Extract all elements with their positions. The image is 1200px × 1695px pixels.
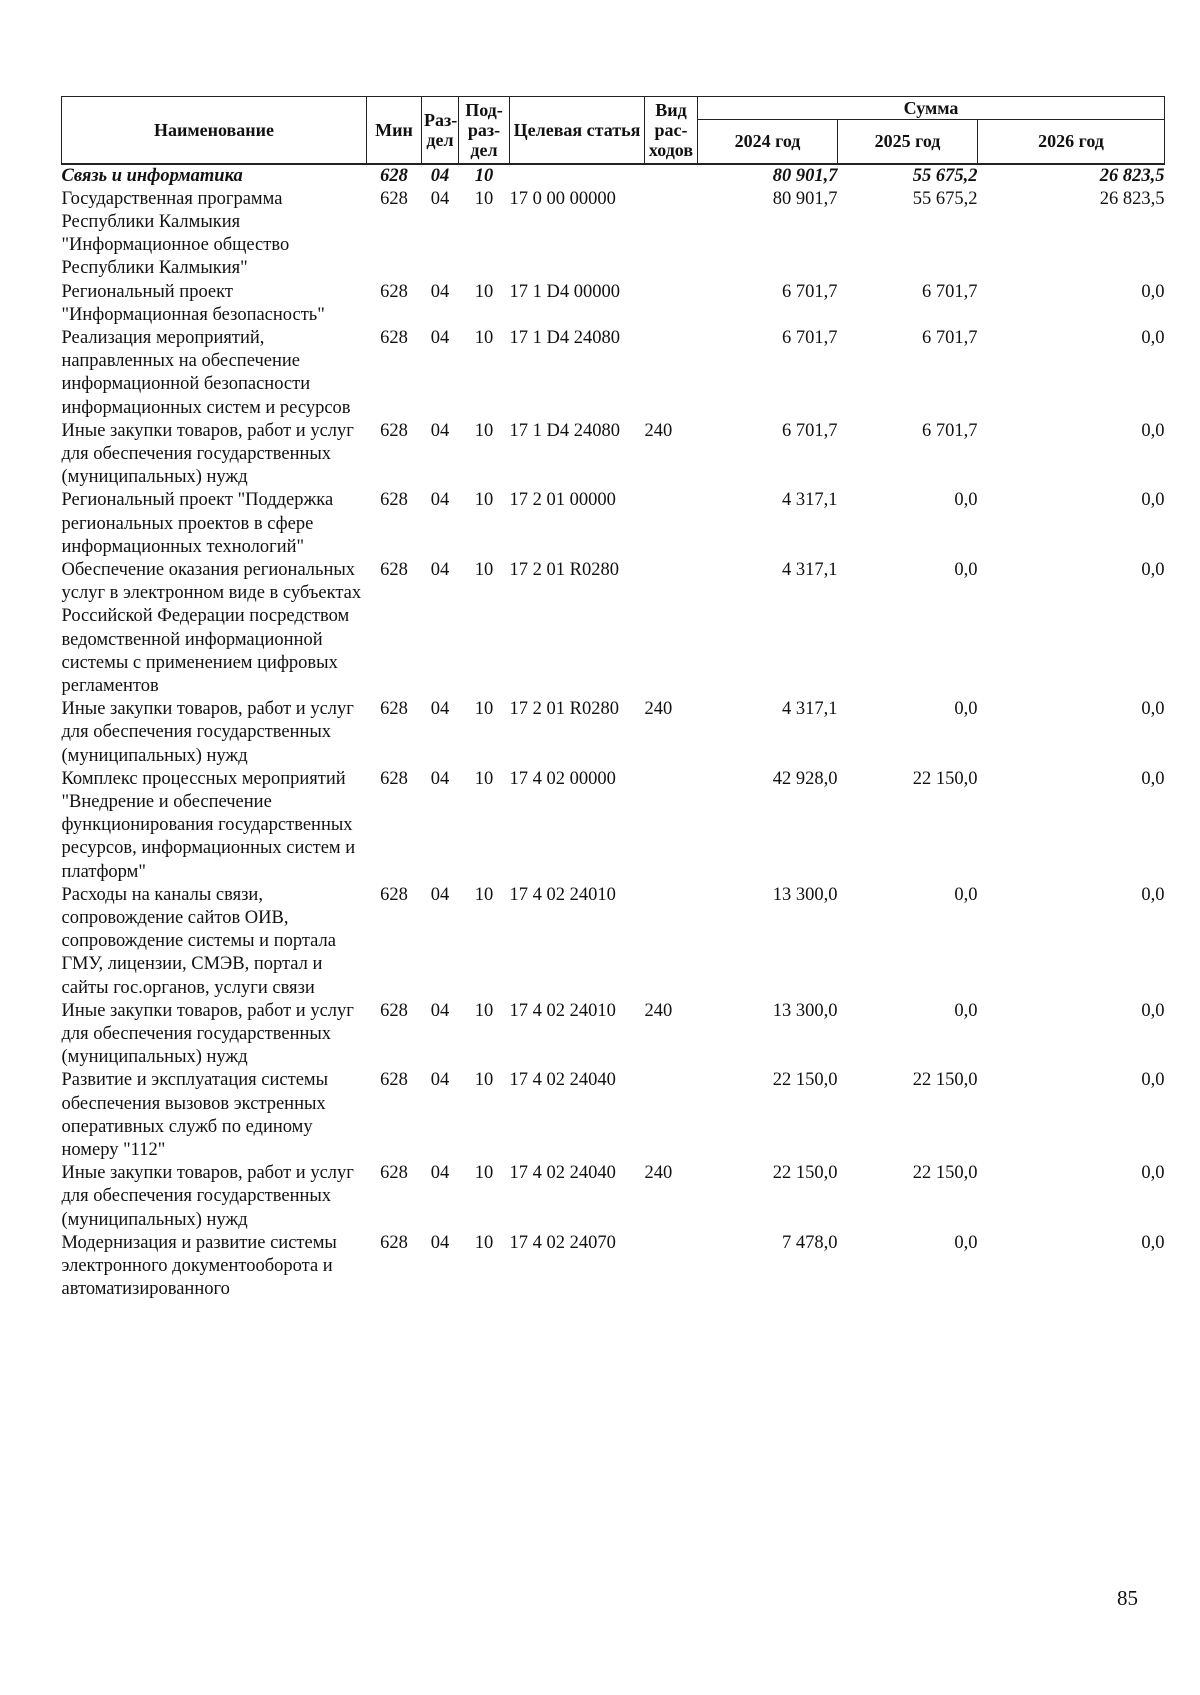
cell-celevaya-statya	[510, 164, 645, 188]
cell-sum-2026: 0,0	[1141, 884, 1165, 905]
cell-sum-2025: 0,0	[954, 699, 978, 720]
header-name: Наименование	[62, 97, 367, 164]
cell-name: Комплекс процессных мероприятий "Внедрение и обеспечение функционирования государственных ресурсов, информационных систем и платформ"	[61, 768, 356, 882]
cell-razdel: 04	[430, 1232, 450, 1253]
cell-sum-2024: 22 150,0	[772, 1163, 838, 1184]
cell-sum-2026: 26 823,5	[1099, 165, 1165, 186]
cell-podrazdel: 10	[474, 699, 494, 720]
cell-podrazdel: 10	[474, 420, 494, 441]
cell-vid-rashodov	[645, 164, 698, 188]
cell-sum-2025: 0,0	[954, 1000, 978, 1021]
cell-sum-2026: 0,0	[1141, 1232, 1165, 1253]
cell-sum-2025: 0,0	[954, 884, 978, 905]
cell-name: Региональный проект "Поддержка региональных проектов в сфере информационных технологий"	[61, 490, 334, 557]
cell-sum-2024: 7 478,0	[782, 1232, 838, 1253]
cell-min: 628	[380, 188, 408, 209]
cell-min: 628	[380, 884, 408, 905]
table-row	[62, 489, 1165, 559]
cell-celevaya-statya: 17 4 02 24040	[509, 1070, 616, 1091]
cell-min: 628	[380, 1163, 408, 1184]
cell-sum-2024: 80 901,7	[772, 188, 838, 209]
cell-min: 628	[380, 165, 408, 186]
table-row	[62, 1162, 1165, 1232]
table-row	[62, 1069, 1165, 1162]
cell-sum-2024: 42 928,0	[772, 768, 838, 789]
cell-celevaya-statya: 17 4 02 24040	[509, 1163, 616, 1184]
table-row-total	[62, 164, 1165, 188]
cell-celevaya-statya: 17 4 02 00000	[509, 768, 616, 789]
cell-podrazdel: 10	[474, 327, 494, 348]
cell-celevaya-statya: 17 2 01 00000	[509, 490, 616, 511]
cell-name: Иные закупки товаров, работ и услуг для обеспечения государственных (муниципальных) нужд	[61, 699, 354, 766]
cell-podrazdel: 10	[474, 768, 494, 789]
table-row	[62, 188, 1165, 281]
budget-table	[61, 96, 1165, 1301]
table-row	[62, 420, 1165, 490]
table-body	[62, 164, 1165, 1302]
cell-name: Иные закупки товаров, работ и услуг для обеспечения государственных (муниципальных) нужд	[61, 1000, 354, 1068]
cell-sum-2025: 6 701,7	[922, 281, 978, 302]
cell-name: Расходы на каналы связи, сопровождение сайтов ОИВ, сопровождение системы и портала ГМУ, лицензии, СМЭВ, портал и сайты гос.органов, услуги связи	[61, 884, 336, 998]
cell-sum-2024: 13 300,0	[772, 1000, 838, 1021]
header-summa: Сумма	[698, 97, 1165, 120]
cell-sum-2026: 0,0	[1141, 1163, 1165, 1184]
cell-celevaya-statya: 17 1 D4 24080	[509, 327, 620, 348]
cell-sum-2024: 4 317,1	[782, 559, 838, 580]
cell-podrazdel: 10	[474, 165, 494, 186]
cell-vid-rashodov: 240	[644, 1000, 673, 1021]
cell-min: 628	[380, 420, 408, 441]
cell-razdel: 04	[430, 1070, 450, 1091]
cell-sum-2025: 22 150,0	[912, 768, 978, 789]
table-row	[62, 768, 1165, 884]
cell-podrazdel: 10	[474, 1232, 494, 1253]
header-min: Мин	[367, 97, 422, 164]
cell-sum-2026: 0,0	[1141, 1070, 1165, 1091]
cell-vid-rashodov	[645, 281, 698, 327]
cell-name: Иные закупки товаров, работ и услуг для обеспечения государственных (муниципальных) нужд	[61, 420, 354, 488]
cell-razdel: 04	[430, 768, 450, 789]
cell-min: 628	[380, 281, 408, 302]
cell-celevaya-statya: 17 1 D4 00000	[509, 281, 620, 302]
cell-sum-2026: 0,0	[1141, 559, 1165, 580]
cell-podrazdel: 10	[474, 490, 494, 511]
cell-razdel: 04	[430, 1000, 450, 1021]
cell-sum-2024: 22 150,0	[772, 1070, 838, 1091]
cell-sum-2026: 0,0	[1141, 281, 1165, 302]
table-row	[62, 559, 1165, 698]
cell-name: Реализация мероприятий, направленных на обеспечение информационной безопасности информационных систем и ресурсов	[61, 327, 351, 418]
cell-sum-2025: 22 150,0	[912, 1070, 978, 1091]
cell-celevaya-statya: 17 1 D4 24080	[509, 420, 620, 441]
cell-celevaya-statya: 17 4 02 24010	[509, 1000, 616, 1021]
cell-sum-2024: 6 701,7	[782, 420, 838, 441]
cell-min: 628	[380, 490, 408, 511]
header-2025: 2025 год	[838, 120, 978, 164]
cell-min: 628	[380, 768, 408, 789]
header-razdel: Раз-дел	[422, 97, 459, 164]
cell-podrazdel: 10	[474, 884, 494, 905]
cell-sum-2025: 6 701,7	[922, 420, 978, 441]
cell-podrazdel: 10	[474, 188, 494, 209]
cell-sum-2026: 26 823,5	[1099, 188, 1165, 209]
cell-celevaya-statya: 17 2 01 R0280	[509, 699, 619, 720]
cell-min: 628	[380, 1000, 408, 1021]
cell-podrazdel: 10	[474, 281, 494, 302]
cell-name: Иные закупки товаров, работ и услуг для обеспечения государственных (муниципальных) нужд	[61, 1163, 354, 1230]
table-row	[62, 1000, 1165, 1070]
cell-sum-2026: 0,0	[1141, 327, 1165, 348]
header-2026: 2026 год	[978, 120, 1165, 164]
header-2024: 2024 год	[698, 120, 838, 164]
cell-name: Развитие и эксплуатация системы обеспечения вызовов экстренных оперативных служб по единому номеру "112"	[61, 1070, 329, 1161]
cell-vid-rashodov	[645, 559, 698, 698]
cell-celevaya-statya: 17 4 02 24070	[509, 1232, 616, 1253]
cell-sum-2026: 0,0	[1141, 699, 1165, 720]
table-row	[62, 884, 1165, 1000]
table-row	[62, 698, 1165, 768]
cell-sum-2026: 0,0	[1141, 420, 1165, 441]
cell-razdel: 04	[430, 1163, 450, 1184]
cell-celevaya-statya: 17 4 02 24010	[509, 884, 616, 905]
cell-sum-2024: 6 701,7	[782, 281, 838, 302]
cell-sum-2024: 4 317,1	[782, 490, 838, 511]
cell-sum-2025: 0,0	[954, 559, 978, 580]
header-vid: Вид рас-ходов	[645, 97, 698, 164]
cell-podrazdel: 10	[474, 559, 494, 580]
cell-sum-2025: 0,0	[954, 490, 978, 511]
cell-min: 628	[380, 559, 408, 580]
cell-sum-2025: 55 675,2	[912, 188, 978, 209]
cell-vid-rashodov	[645, 1069, 698, 1162]
cell-razdel: 04	[430, 281, 450, 302]
cell-sum-2025: 0,0	[954, 1232, 978, 1253]
cell-vid-rashodov	[645, 884, 698, 1000]
cell-podrazdel: 10	[474, 1000, 494, 1021]
cell-sum-2024: 6 701,7	[782, 327, 838, 348]
cell-vid-rashodov	[645, 327, 698, 420]
cell-vid-rashodov	[645, 489, 698, 559]
cell-razdel: 04	[430, 699, 450, 720]
cell-vid-rashodov	[645, 1232, 698, 1302]
cell-vid-rashodov: 240	[644, 1163, 673, 1184]
cell-sum-2025: 6 701,7	[922, 327, 978, 348]
cell-sum-2026: 0,0	[1141, 1000, 1165, 1021]
cell-sum-2024: 4 317,1	[782, 699, 838, 720]
table-header	[62, 97, 1165, 164]
cell-name: Государственная программа Республики Калмыкия "Информационное общество Республики Калмыкия"	[61, 188, 290, 279]
header-celevaya: Целевая статья	[510, 97, 645, 164]
cell-min: 628	[380, 327, 408, 348]
cell-sum-2024: 13 300,0	[772, 884, 838, 905]
cell-razdel: 04	[430, 559, 450, 580]
header-podrazdel: Под-раз-дел	[459, 97, 510, 164]
cell-podrazdel: 10	[474, 1163, 494, 1184]
cell-min: 628	[380, 1070, 408, 1091]
cell-min: 628	[380, 1232, 408, 1253]
cell-vid-rashodov: 240	[644, 420, 673, 441]
cell-name: Обеспечение оказания региональных услуг в электронном виде в субъектах Российской Федерации посредством ведомственной информационной системы с применением цифровых регламентов	[61, 559, 362, 696]
cell-sum-2024: 80 901,7	[772, 165, 838, 186]
cell-razdel: 04	[430, 884, 450, 905]
cell-name: Связь и информатика	[61, 165, 243, 186]
cell-sum-2026: 0,0	[1141, 490, 1165, 511]
cell-razdel: 04	[430, 165, 450, 186]
cell-vid-rashodov	[645, 188, 698, 281]
table-row	[62, 281, 1165, 327]
cell-razdel: 04	[430, 327, 450, 348]
cell-name: Модернизация и развитие системы электронного документооборота и автоматизированного	[61, 1232, 337, 1300]
cell-razdel: 04	[430, 490, 450, 511]
cell-vid-rashodov: 240	[644, 699, 673, 720]
cell-razdel: 04	[430, 420, 450, 441]
cell-sum-2025: 22 150,0	[912, 1163, 978, 1184]
cell-celevaya-statya: 17 0 00 00000	[509, 188, 616, 209]
cell-vid-rashodov	[645, 768, 698, 884]
cell-name: Региональный проект "Информационная безопасность"	[61, 281, 325, 325]
cell-podrazdel: 10	[474, 1070, 494, 1091]
table-row	[62, 327, 1165, 420]
page-number: 85	[1117, 1586, 1138, 1610]
cell-min: 628	[380, 699, 408, 720]
cell-celevaya-statya: 17 2 01 R0280	[509, 559, 619, 580]
cell-razdel: 04	[430, 188, 450, 209]
cell-sum-2025: 55 675,2	[912, 165, 978, 186]
table-row	[62, 1232, 1165, 1302]
cell-sum-2026: 0,0	[1141, 768, 1165, 789]
